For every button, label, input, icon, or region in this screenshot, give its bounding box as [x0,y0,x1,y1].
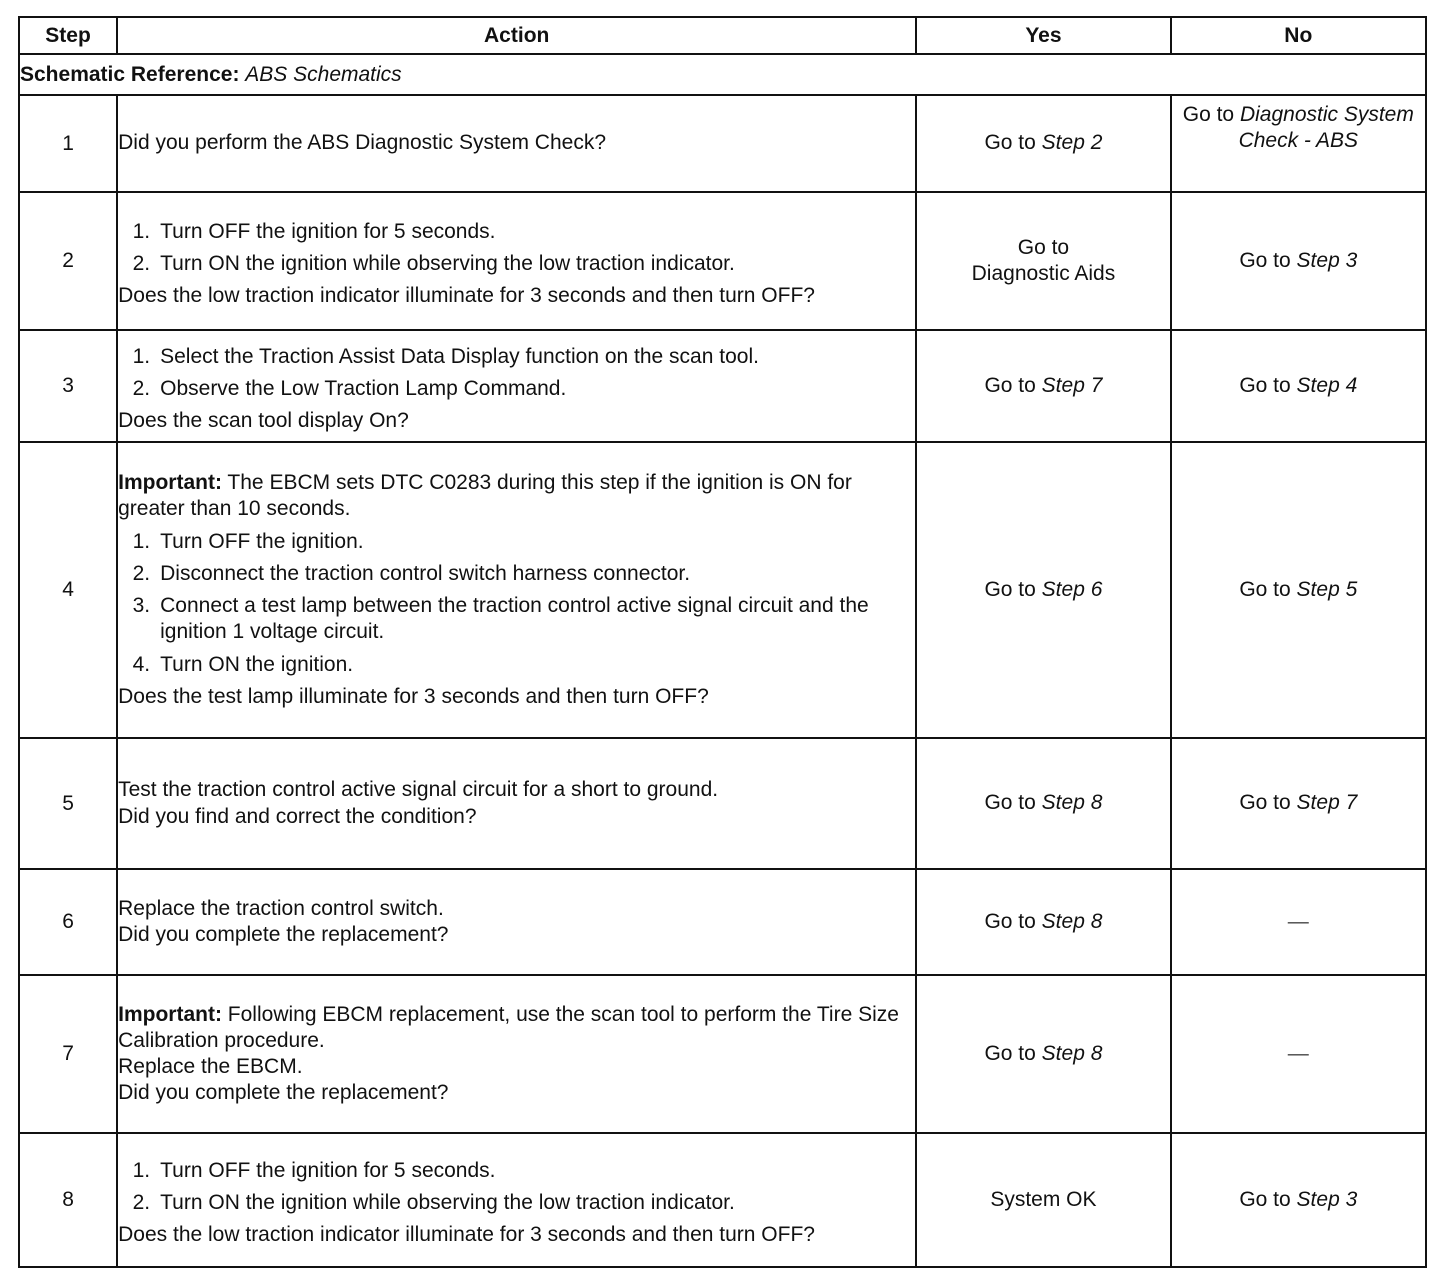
question-text: Does the test lamp illuminate for 3 seconds and then turn OFF? [118,684,709,708]
schematic-reference-link[interactable]: ABS Schematics [245,62,402,86]
yes-cell [916,192,1170,330]
no-cell [1171,975,1426,1133]
no-cell [1171,869,1426,975]
yes-cell [916,738,1170,869]
question-text: Does the scan tool display On? [118,409,409,433]
no-link[interactable]: Step 3 [1296,248,1358,272]
action-cell [117,1133,916,1267]
action-cell [117,869,916,975]
procedure-list [118,213,915,284]
diagnostic-table [18,16,1427,1268]
table-row [19,975,1426,1133]
action-cell [117,192,916,330]
no-cell [1171,442,1426,738]
yes-cell [916,975,1170,1133]
no-prefix: Go to [1239,373,1291,397]
no-link[interactable]: Step 7 [1296,791,1358,815]
schematic-reference-row [19,54,1426,95]
action-cell [117,975,916,1133]
no-prefix: Go to [1239,791,1291,815]
no-prefix: Go to [1239,577,1291,601]
yes-link[interactable]: Step 8 [1041,791,1103,815]
yes-result: System OK [990,1187,1097,1211]
table-row [19,1133,1426,1267]
list-item: 2. Turn ON the ignition while observing the low traction indicator. [132,1190,735,1214]
procedure-list [118,338,915,409]
yes-cell [916,95,1170,192]
no-link[interactable]: Diagnostic System Check - ABS [1238,103,1414,153]
table-row [19,330,1426,442]
no-link[interactable]: Step 4 [1296,373,1358,397]
procedure-list [118,1152,915,1223]
list-item: 2. Turn ON the ignition while observing the low traction indicator. [132,251,735,275]
yes-link[interactable]: Diagnostic Aids [971,262,1116,285]
no-link[interactable]: Step 5 [1296,577,1358,601]
yes-cell [916,1133,1170,1267]
yes-cell [916,330,1170,442]
action-text: Test the traction control active signal circuit for a short to ground. [118,778,719,802]
step-number: 8 [19,1133,117,1267]
question-text: Does the low traction indicator illuminate for 3 seconds and then turn OFF? [118,284,815,308]
list-item: 2. Observe the Low Traction Lamp Command. [132,376,567,400]
no-prefix: Go to [1239,248,1291,272]
no-cell [1171,738,1426,869]
no-dash: — [1287,1041,1309,1065]
header-yes: Yes [916,17,1170,54]
step-number: 7 [19,975,117,1133]
yes-prefix: Go to [984,909,1036,933]
no-cell [1171,1133,1426,1267]
question-text: Does the low traction indicator illuminate for 3 seconds and then turn OFF? [118,1223,815,1247]
list-item: 3. Connect a test lamp between the traction control active signal circuit and the ignition 1 voltage circuit. [132,594,869,644]
no-dash: — [1287,909,1309,933]
list-item: 1. Turn OFF the ignition for 5 seconds. [132,1158,496,1182]
question-text: Did you perform the ABS Diagnostic System Check? [118,131,607,155]
important-text: The EBCM sets DTC C0283 during this step if the ignition is ON for greater than 10 seconds. [118,471,852,521]
header-row [19,17,1426,54]
no-prefix: Go to [1239,1187,1291,1211]
list-item: 4. Turn ON the ignition. [132,652,354,676]
question-text: Did you complete the replacement? [118,923,449,946]
table-row [19,442,1426,738]
yes-prefix: Go to [984,577,1036,601]
question-text: Did you find and correct the condition? [118,804,477,828]
step-number: 2 [19,192,117,330]
yes-prefix: Go to [984,373,1036,397]
schematic-reference-label: Schematic Reference: [20,62,240,86]
action-text: Replace the traction control switch. [118,896,444,920]
header-step: Step [19,17,117,54]
yes-link[interactable]: Step 8 [1041,909,1103,933]
step-number: 3 [19,330,117,442]
yes-prefix: Go to [984,791,1036,815]
important-label: Important: [118,1002,222,1026]
procedure-list [118,523,915,684]
step-number: 4 [19,442,117,738]
important-label: Important: [118,471,222,494]
yes-cell [916,869,1170,975]
no-prefix: Go to [1182,103,1235,126]
yes-link[interactable]: Step 7 [1041,373,1103,397]
yes-prefix: Go to [984,131,1036,155]
step-number: 1 [19,95,117,192]
list-item: 1. Turn OFF the ignition for 5 seconds. [132,219,496,243]
list-item: 1. Turn OFF the ignition. [132,529,364,553]
yes-prefix: Go to [984,1041,1036,1065]
no-cell [1171,192,1426,330]
yes-link[interactable]: Step 8 [1041,1041,1103,1065]
table-row [19,869,1426,975]
yes-link[interactable]: Step 6 [1041,577,1103,601]
action-cell [117,738,916,869]
no-cell [1171,330,1426,442]
table-row [19,738,1426,869]
action-text: Replace the EBCM. [118,1055,303,1078]
header-no: No [1171,17,1426,54]
table-row [19,192,1426,330]
no-link[interactable]: Step 3 [1296,1187,1358,1211]
no-cell [1171,95,1426,192]
important-text: Following EBCM replacement, use the scan tool to perform the Tire Size Calibration procedure. [118,1002,899,1052]
important-note [118,470,915,523]
important-note [118,1002,915,1055]
yes-link[interactable]: Step 2 [1041,131,1103,155]
schematic-reference [19,54,1426,95]
yes-prefix: Go to [1017,235,1070,259]
question-text: Did you complete the replacement? [118,1081,449,1105]
step-number: 5 [19,738,117,869]
header-action: Action [117,17,916,54]
table-row [19,95,1426,192]
list-item: 1. Select the Traction Assist Data Display function on the scan tool. [132,344,759,368]
action-cell [117,442,916,738]
list-item: 2. Disconnect the traction control switch harness connector. [132,561,691,585]
action-cell [117,95,916,192]
step-number: 6 [19,869,117,975]
yes-cell [916,442,1170,738]
action-cell [117,330,916,442]
